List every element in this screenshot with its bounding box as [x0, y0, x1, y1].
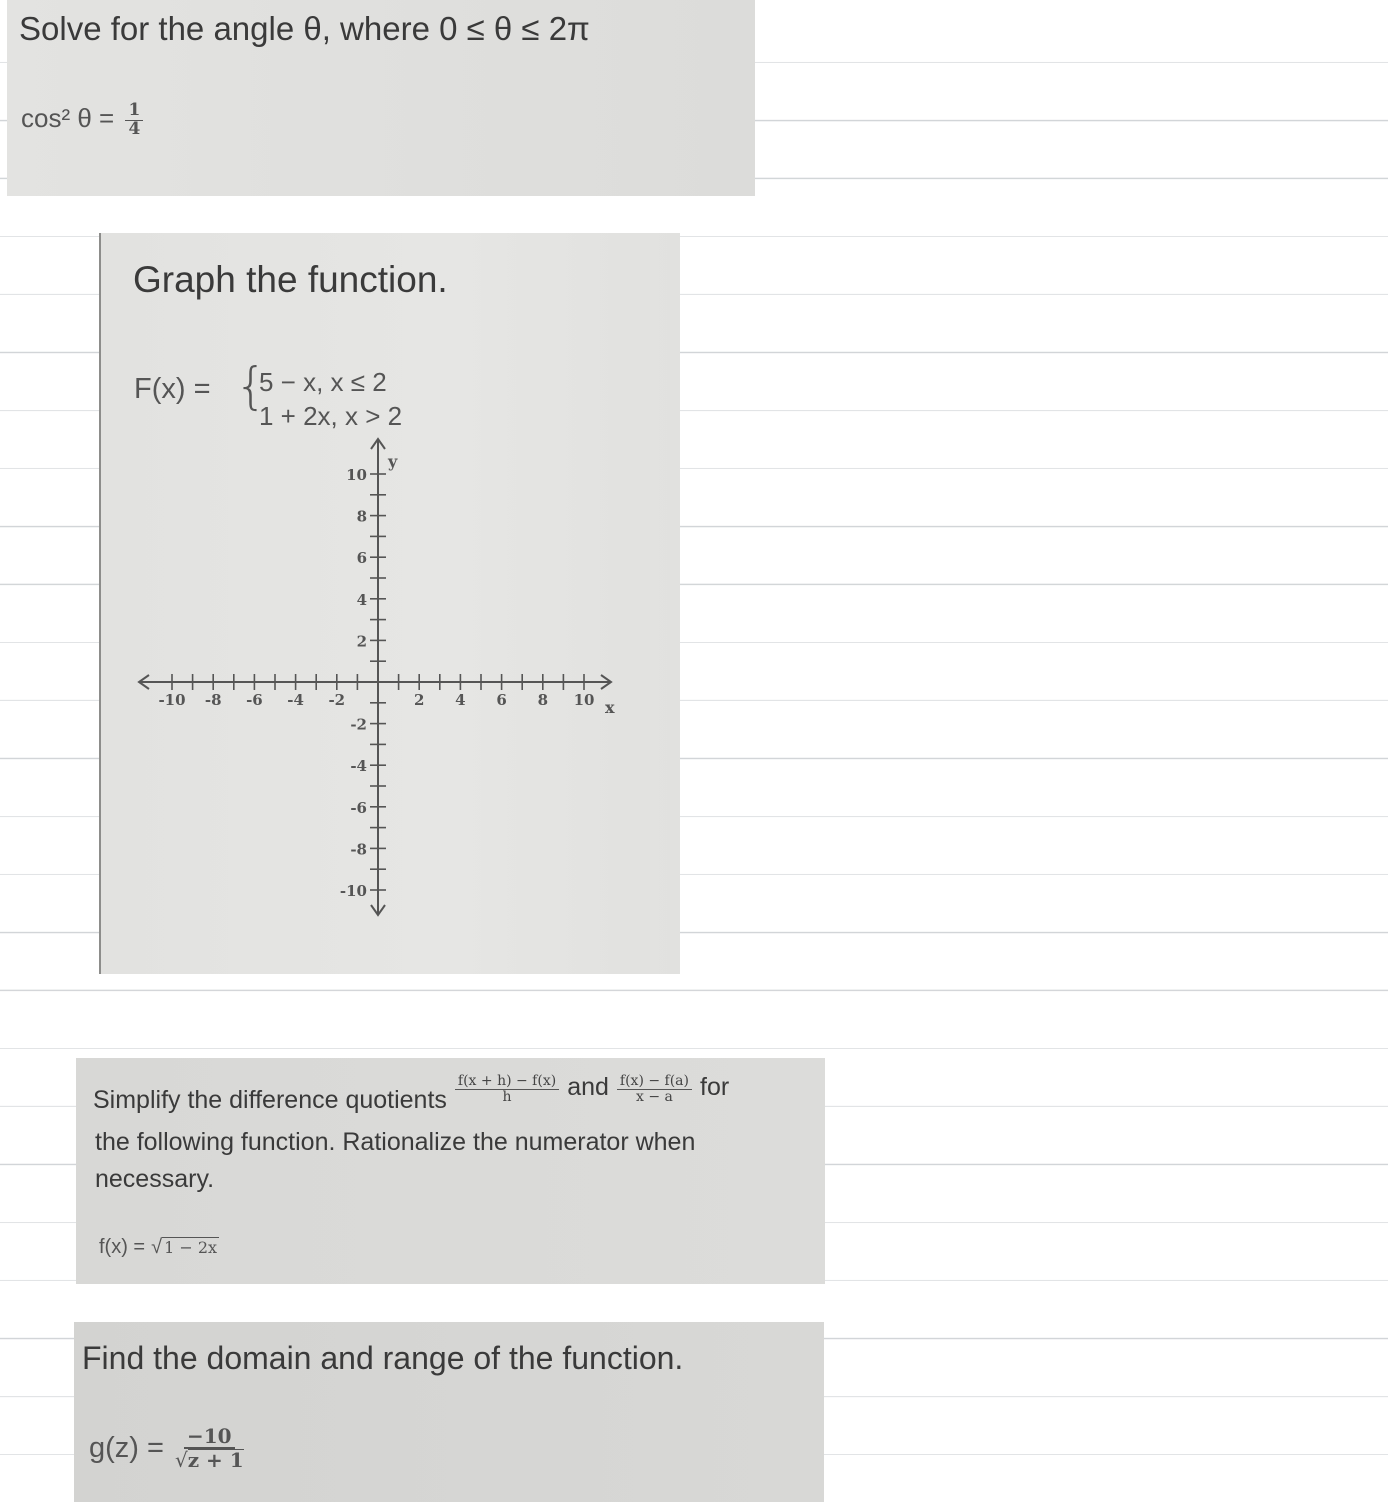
problem-3-prompt-line-3: necessary.	[95, 1165, 215, 1193]
difference-quotient-2: $\frac{f(x) - f(a)}{x - a}$	[617, 1074, 692, 1104]
y-tick-label: -2	[350, 715, 367, 734]
y-tick-label: -6	[350, 798, 367, 817]
problem-4-function	[89, 1426, 247, 1471]
problem-1-card	[7, 0, 755, 196]
y-tick-label: 10	[346, 466, 367, 484]
y-tick-label: -8	[350, 840, 367, 859]
piecewise-case-2: 1 + 2x, x > 2	[259, 401, 403, 431]
y-tick-label: -10	[339, 882, 367, 900]
problem-2-prompt: Graph the function.	[133, 259, 448, 300]
coordinate-grid	[101, 233, 682, 974]
x-tick-label: 6	[496, 691, 507, 709]
prompt-and: and	[567, 1073, 609, 1101]
x-tick-label: -10	[158, 691, 186, 709]
piecewise-lhs: F(x) =	[134, 373, 211, 405]
radicand: z + 1	[187, 1448, 244, 1472]
problem-3-function	[99, 1236, 219, 1259]
y-tick-label: 4	[356, 590, 367, 609]
problem-2-card	[99, 233, 680, 974]
y-tick-label: -4	[350, 757, 367, 776]
x-tick-label: 8	[537, 691, 549, 709]
radical-icon: √	[174, 1448, 188, 1472]
problem-1-prompt: Solve for the angle θ, where 0 ≤ θ ≤ 2π	[19, 10, 590, 47]
x-tick-label: 10	[573, 691, 595, 709]
x-tick-label: 4	[455, 691, 466, 709]
y-axis-letter: y	[388, 452, 398, 471]
problem-4-prompt: Find the domain and range of the function.	[82, 1340, 684, 1376]
y-tick-label: 2	[356, 632, 367, 651]
difference-quotient-1: $\frac{f(x + h) - f(x)}{h}$	[455, 1074, 559, 1104]
prompt-start: Simplify the difference quotients	[93, 1086, 447, 1114]
prompt-for: for	[700, 1073, 730, 1101]
fraction: −10 √ z + 1	[174, 1424, 244, 1472]
function-lhs: f(x) =	[99, 1236, 146, 1258]
x-tick-label: 2	[413, 691, 425, 709]
x-tick-label: -8	[204, 691, 222, 709]
x-axis-letter: x	[605, 698, 615, 717]
x-tick-label: -6	[246, 691, 263, 709]
problem-3-prompt-line-1	[93, 1064, 729, 1115]
y-tick-label: 6	[356, 549, 367, 568]
fraction-one-quarter: $\frac{1}{4}$	[125, 102, 143, 139]
radicand: 1 − 2x	[164, 1238, 218, 1257]
equation-lhs: cos² θ =	[21, 103, 115, 134]
y-tick-label: 8	[356, 507, 367, 526]
problem-1-equation	[21, 102, 143, 139]
x-tick-label: -4	[287, 691, 304, 709]
problem-3-prompt-line-2: the following function. Rationalize the numerator when	[95, 1128, 696, 1156]
piecewise-brace: {	[235, 357, 267, 415]
x-tick-label: -2	[328, 691, 346, 709]
piecewise-case-1: 5 − x, x ≤ 2	[259, 367, 387, 397]
problem-4-card	[74, 1322, 824, 1502]
function-lhs: g(z) =	[89, 1432, 164, 1464]
problem-3-card	[76, 1058, 825, 1284]
radical-icon: √	[151, 1236, 163, 1258]
